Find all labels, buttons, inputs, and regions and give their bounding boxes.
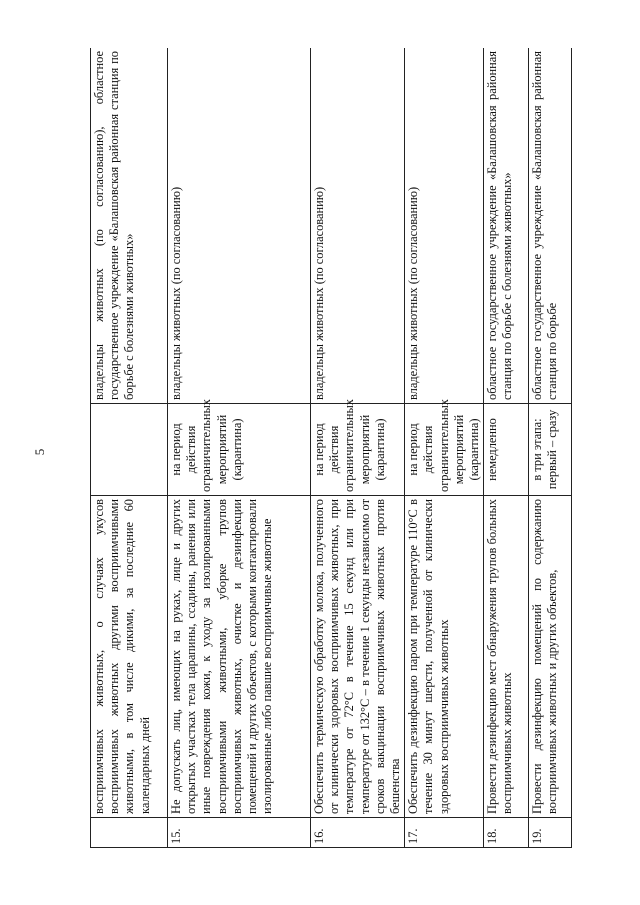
responsible-text: владельцы животных (по согласованию): [168, 48, 311, 404]
table-row: [484, 48, 529, 848]
row-number: 19.: [529, 818, 572, 848]
table-row: [405, 48, 484, 848]
row-number: 17.: [405, 818, 484, 848]
row-number: 15.: [168, 818, 311, 848]
table-row: [529, 48, 572, 848]
term-text: на период действия ограничительных мероприятий (карантина): [405, 404, 484, 496]
measure-text: Обеспечить дезинфекцию паром при температуре 110°С в течение 30 минут шерсти, полученной от клинически здоровых восприимчивых животных: [405, 496, 484, 818]
measure-text: Обеспечить термическую обработку молока, полученного от клинически здоровых восприимчивых животных, при температуре от 72°С в течение 15 секунд или при температуре от 132°С – в течение 1 секунды независимо от сроков вакцинации восприимчивых животных против бешенства: [311, 496, 405, 818]
row-number: 16.: [311, 818, 405, 848]
measure-text: Провести дезинфекцию мест обнаружения трупов больных восприимчивых животных: [484, 496, 529, 818]
responsible-text: владельцы животных (по согласованию), областное государственное учреждение «Балашовская районная станция по борьбе с болезнями животных»: [91, 48, 168, 404]
term-text: в три этапа: первый – сразу: [529, 404, 572, 496]
measures-table: [90, 48, 572, 848]
row-number: [91, 818, 168, 848]
term-text: на период действия ограничительных мероприятий (карантина): [311, 404, 405, 496]
term-text: немедленно: [484, 404, 529, 496]
table-row: [91, 48, 168, 848]
row-number: 18.: [484, 818, 529, 848]
term-text: на период действия ограничительных мероприятий (карантина): [168, 404, 311, 496]
responsible-text: областное государственное учреждение «Балашовская районная станция по борьбе с болезнями животных»: [484, 48, 529, 404]
table-row: [311, 48, 405, 848]
term-text: [91, 404, 168, 496]
page-number: 5: [32, 448, 47, 456]
rotated-table-wrapper: [90, 48, 585, 848]
responsible-text: владельцы животных (по согласованию): [405, 48, 484, 404]
measure-text: восприимчивых животных, о случаях укусов восприимчивых животных другими восприимчивыми животными, в том числе дикими, за последние 60 календарных дней: [91, 496, 168, 818]
responsible-text: областное государственное учреждение «Балашовская районная станция по борьбе: [529, 48, 572, 404]
table-row: [168, 48, 311, 848]
responsible-text: владельцы животных (по согласованию): [311, 48, 405, 404]
measure-text: Не допускать лиц, имеющих на руках, лице и других открытых участках тела царапины, ссадины, ранения или иные повреждения кожи, к уходу за изолированными восприимчивыми животными, уборке трупов восприимчивых животных, очистке и дезинфекции помещений и других объектов, с которыми контактировали изолированные либо павшие восприимчивые животные: [168, 496, 311, 818]
measure-text: Провести дезинфекцию помещений по содержанию восприимчивых животных и других объектов,: [529, 496, 572, 818]
document-sheet: [90, 48, 585, 848]
